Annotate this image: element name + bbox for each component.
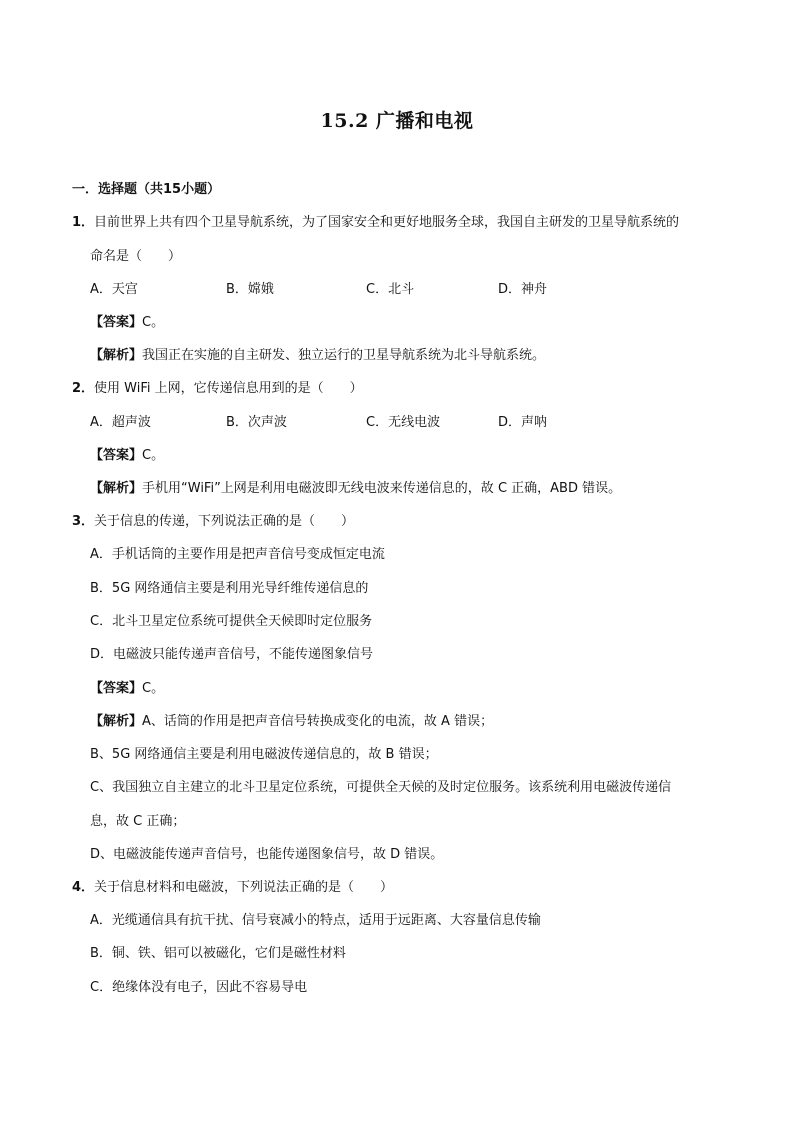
question-text: 关于信息材料和电磁波，下列说法正确的是（ ） xyxy=(94,880,394,895)
answer-value: C。 xyxy=(142,681,165,696)
option-a: A．手机话筒的主要作用是把声音信号变成恒定电流 xyxy=(90,547,385,562)
question-2 xyxy=(72,381,363,397)
option-d: D．电磁波只能传递声音信号，不能传递图象信号 xyxy=(90,647,374,662)
analysis-1 xyxy=(90,348,545,364)
analysis-text: 手机用“WiFi”上网是利用电磁波即无线电波来传递信息的，故 C 正确，ABD 错误。 xyxy=(142,481,622,496)
question-text: 关于信息的传递，下列说法正确的是（ ） xyxy=(94,514,355,529)
question-3 xyxy=(72,514,354,530)
option-a: A．超声波 xyxy=(90,415,151,430)
answer-3 xyxy=(90,681,164,697)
question-text: 目前世界上共有四个卫星导航系统，为了国家安全和更好地服务全球，我国自主研发的卫星导航系统的 xyxy=(94,215,680,230)
option-c: C．绝缘体没有电子，因此不容易导电 xyxy=(90,980,308,995)
page-title: 15.2 广播和电视 xyxy=(320,110,474,132)
option-b: B．次声波 xyxy=(226,415,287,430)
option-a: A．光缆通信具有抗干扰、信号衰减小的特点，适用于远距离、大容量信息传输 xyxy=(90,913,541,928)
analysis-line: C、我国独立自主建立的北斗卫星定位系统，可提供全天候的及时定位服务。该系统利用电磁波传递信 xyxy=(90,780,672,795)
section-heading: 一．选择题（共15小题） xyxy=(72,182,221,197)
question-number: 4． xyxy=(72,880,95,895)
option-c: C．北斗 xyxy=(366,282,415,297)
analysis-line: D、电磁波能传递声音信号，也能传递图象信号，故 D 错误。 xyxy=(90,847,444,862)
analysis-2 xyxy=(90,481,621,497)
analysis-text: A、话筒的作用是把声音信号转换成变化的电流，故 A 错误； xyxy=(142,714,494,729)
analysis-tag: 【解析】 xyxy=(90,714,143,729)
analysis-line: 息，故 C 正确； xyxy=(90,814,186,829)
question-text: 使用 WiFi 上网，它传递信息用到的是（ ） xyxy=(94,381,363,396)
question-4 xyxy=(72,880,393,896)
option-d: D．声呐 xyxy=(498,415,548,430)
answer-value: C。 xyxy=(142,315,165,330)
answer-value: C。 xyxy=(142,448,165,463)
option-b: B．铜、铁、铝可以被磁化，它们是磁性材料 xyxy=(90,946,346,961)
analysis-3 xyxy=(90,714,493,730)
option-c: C．北斗卫星定位系统可提供全天候即时定位服务 xyxy=(90,614,373,629)
question-number: 3． xyxy=(72,514,95,529)
question-1 xyxy=(72,215,679,231)
answer-tag: 【答案】 xyxy=(90,448,143,463)
question-number: 1． xyxy=(72,215,95,230)
option-b: B．5G 网络通信主要是利用光导纤维传递信息的 xyxy=(90,581,369,596)
option-a: A．天宫 xyxy=(90,282,138,297)
option-c: C．无线电波 xyxy=(366,415,441,430)
answer-tag: 【答案】 xyxy=(90,315,143,330)
answer-tag: 【答案】 xyxy=(90,681,143,696)
analysis-tag: 【解析】 xyxy=(90,481,143,496)
option-b: B．嫦娥 xyxy=(226,282,274,297)
question-number: 2． xyxy=(72,381,95,396)
analysis-line: B、5G 网络通信主要是利用电磁波传递信息的，故 B 错误； xyxy=(90,747,438,762)
analysis-tag: 【解析】 xyxy=(90,348,143,363)
analysis-text: 我国正在实施的自主研发、独立运行的卫星导航系统为北斗导航系统。 xyxy=(142,348,546,363)
option-d: D．神舟 xyxy=(498,282,548,297)
answer-1 xyxy=(90,315,164,331)
answer-2 xyxy=(90,448,164,464)
question-1-continued: 命名是（ ） xyxy=(90,249,182,264)
